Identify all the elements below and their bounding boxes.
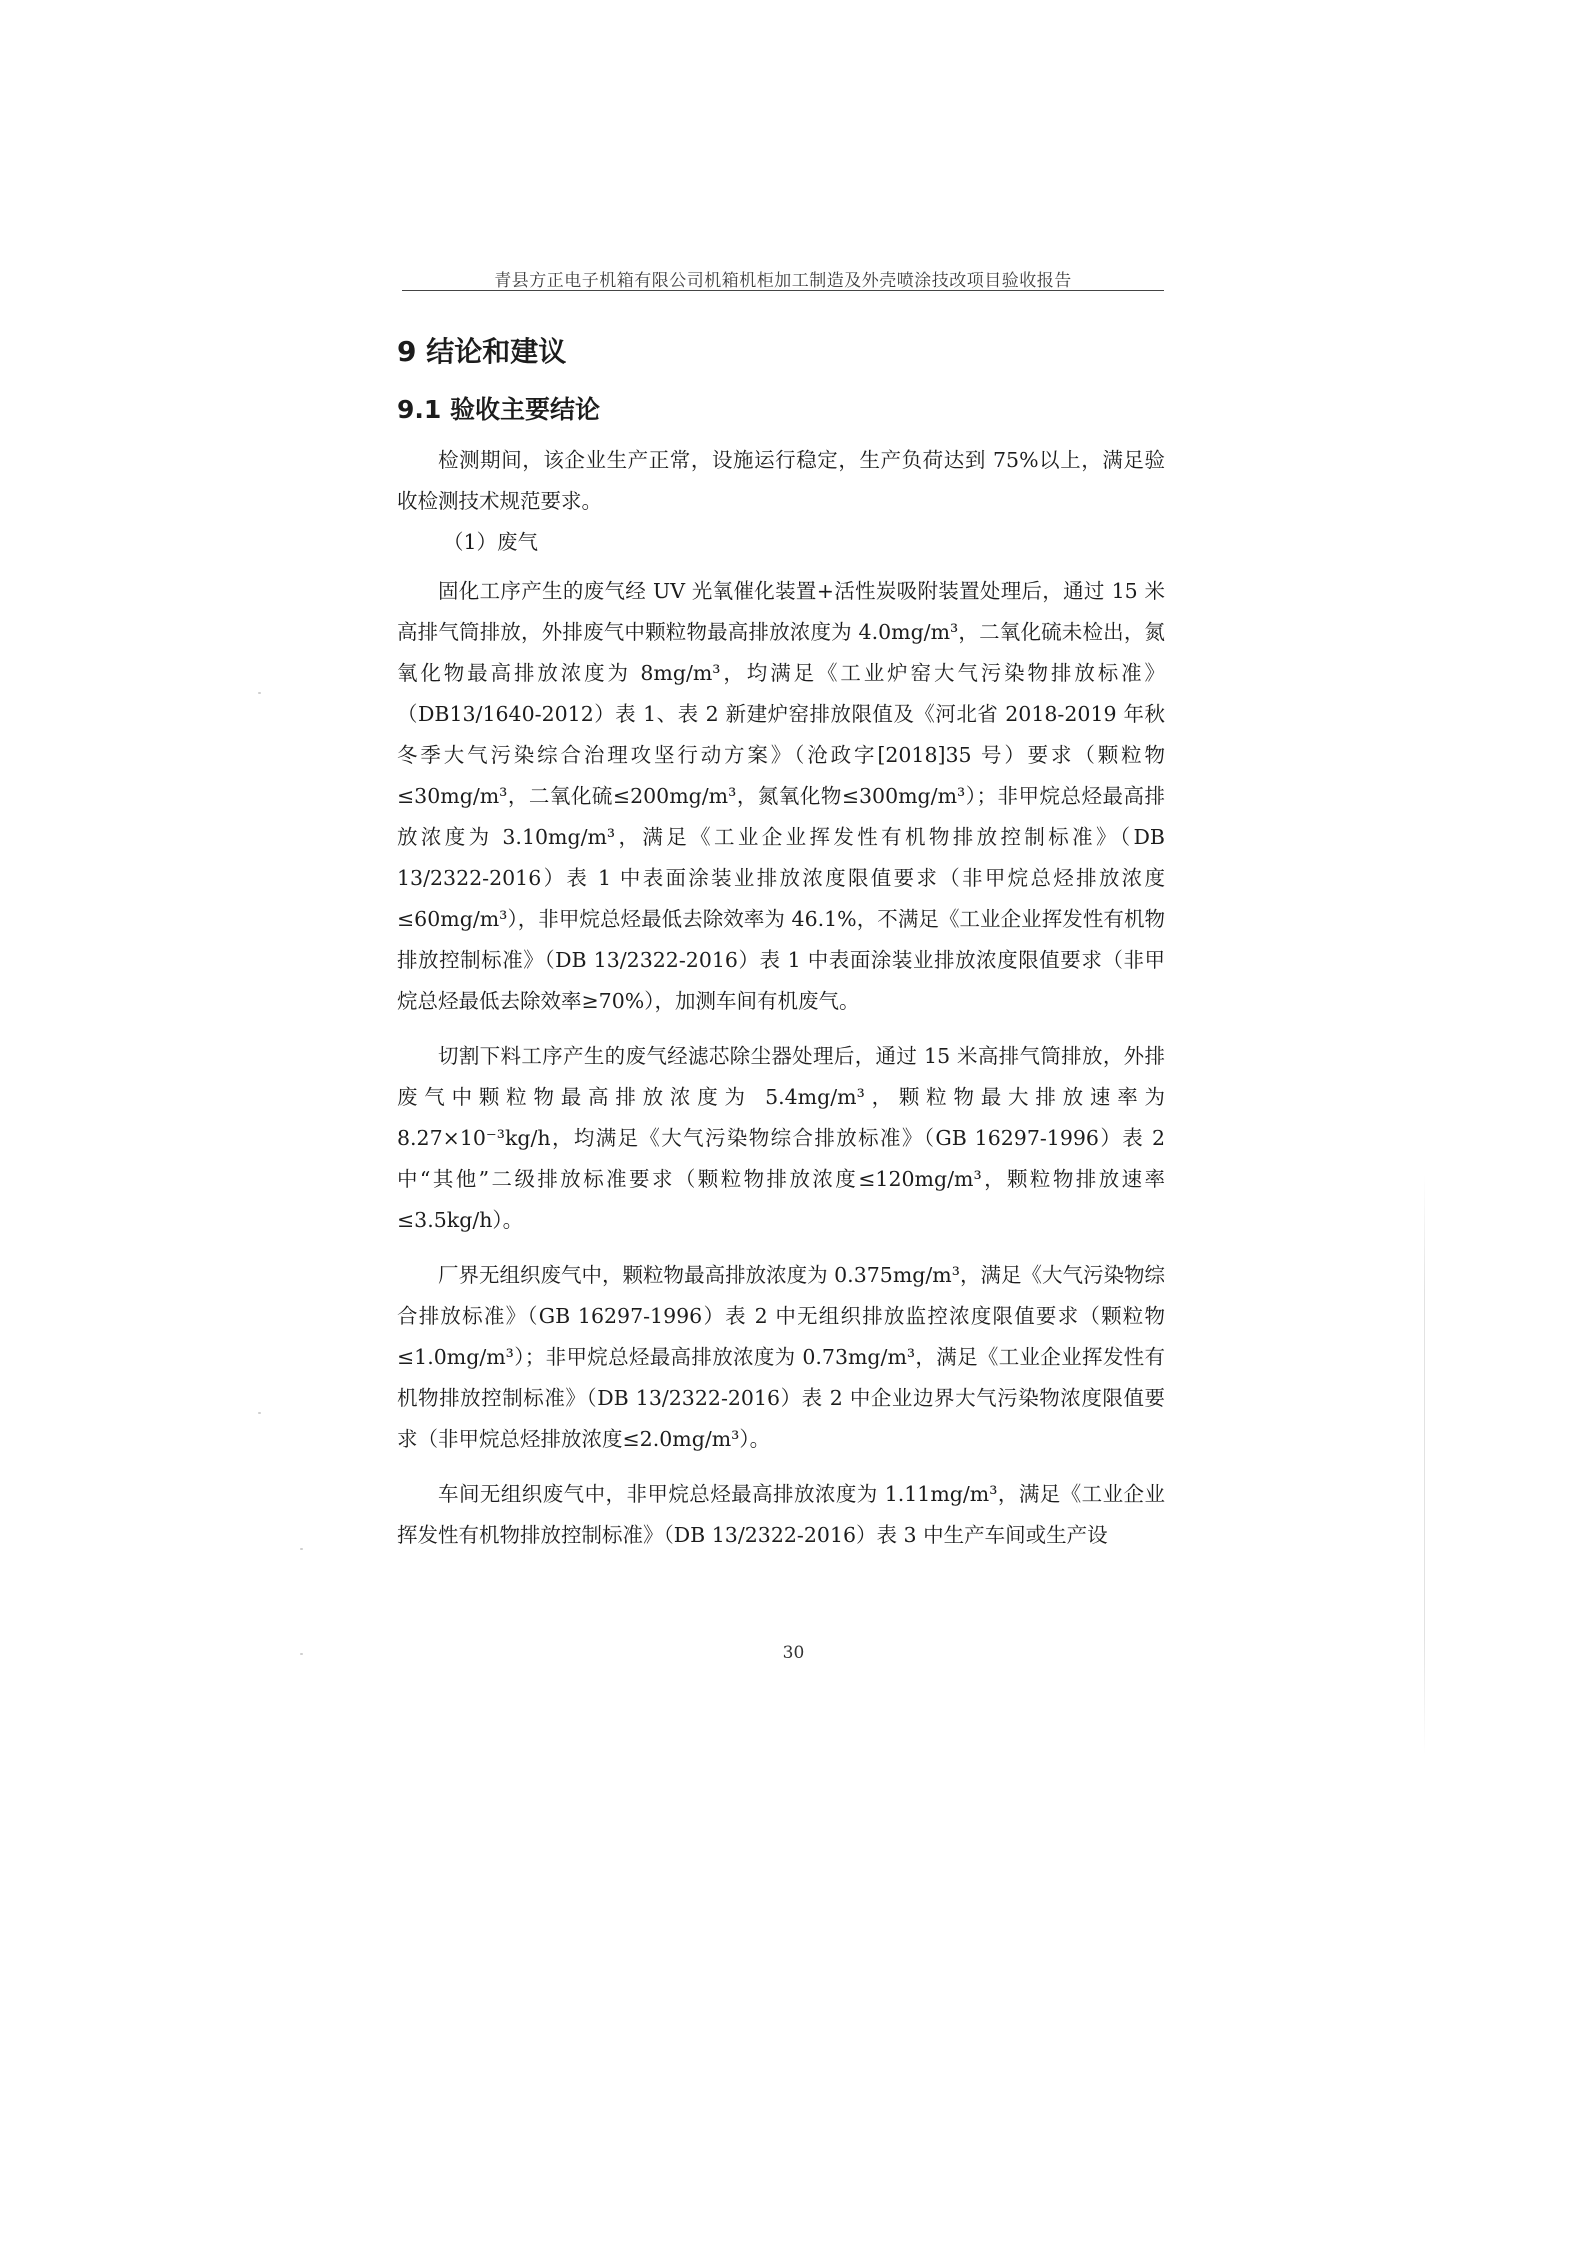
item-label-waste-gas: （1）废气: [443, 530, 539, 554]
paragraph-inspection-period: 检测期间，该企业生产正常，设施运行稳定，生产负荷达到 75%以上，满足验收检测技术规范要求。: [397, 448, 1165, 513]
running-header: 青县方正电子机箱有限公司机箱机柜加工制造及外壳喷涂技改项目验收报告: [494, 271, 1072, 291]
scan-speck: [300, 1548, 303, 1550]
page-number: 30: [782, 1643, 805, 1663]
paragraph-curing-exhaust: 固化工序产生的废气经 UV 光氧催化装置+活性炭吸附装置处理后，通过 15 米高排气筒排放，外排废气中颗粒物最高排放浓度为 4.0mg/m³，二氧化硫未检出，氮氧化物最高排放浓度为 8mg/m³，均满足《工业炉窑大气污染物排放标准》（DB13/1640-2012）表 1、表 2 新建炉窑排放限值及《河北省 2018-2019 年秋冬季大气污染综合治理攻坚行动方案》（沧政字[2018]35 号）要求（颗粒物≤30mg/m³，二氧化硫≤200mg/m³，氮氧化物≤300mg/m³）；非甲烷总烃最高排放浓度为 3.10mg/m³，满足《工业企业挥发性有机物排放控制标准》（DB 13/2322-2016）表 1 中表面涂装业排放浓度限值要求（非甲烷总烃排放浓度≤60mg/m³），非甲烷总烃最低去除效率为 46.1%，不满足《工业企业挥发性有机物排放控制标准》（DB 13/2322-2016）表 1 中表面涂装业排放浓度限值要求（非甲烷总烃最低去除效率≥70%），加测车间有机废气。: [397, 579, 1165, 1013]
scan-edge-line: [1424, 1175, 1425, 1755]
scan-speck: [258, 1412, 261, 1414]
header-rule: [402, 290, 1164, 291]
paragraph-boundary-fugitive: 厂界无组织废气中，颗粒物最高排放浓度为 0.375mg/m³，满足《大气污染物综合排放标准》（GB 16297-1996）表 2 中无组织排放监控浓度限值要求（颗粒物≤1.0mg/m³）；非甲烷总烃最高排放浓度为 0.73mg/m³，满足《工业企业挥发性有机物排放控制标准》（DB 13/2322-2016）表 2 中企业边界大气污染物浓度限值要求（非甲烷总烃排放浓度≤2.0mg/m³）。: [397, 1263, 1165, 1451]
scan-speck: [300, 1653, 303, 1655]
paragraph-workshop-fugitive: 车间无组织废气中，非甲烷总烃最高排放浓度为 1.11mg/m³，满足《工业企业挥发性有机物排放控制标准》（DB 13/2322-2016）表 3 中生产车间或生产设: [397, 1482, 1165, 1547]
paragraph-cutting-exhaust: 切割下料工序产生的废气经滤芯除尘器处理后，通过 15 米高排气筒排放，外排废气中颗粒物最高排放浓度为 5.4mg/m³，颗粒物最大排放速率为 8.27×10⁻³kg/h，均满足《大气污染物综合排放标准》（GB 16297-1996）表 2 中“其他”二级排放标准要求（颗粒物排放浓度≤120mg/m³，颗粒物排放速率≤3.5kg/h）。: [397, 1044, 1165, 1232]
scan-speck: [258, 692, 261, 694]
body-column: [397, 330, 1165, 1556]
chapter-title: 9 结论和建议: [397, 335, 567, 368]
section-title: 9.1 验收主要结论: [397, 395, 600, 424]
